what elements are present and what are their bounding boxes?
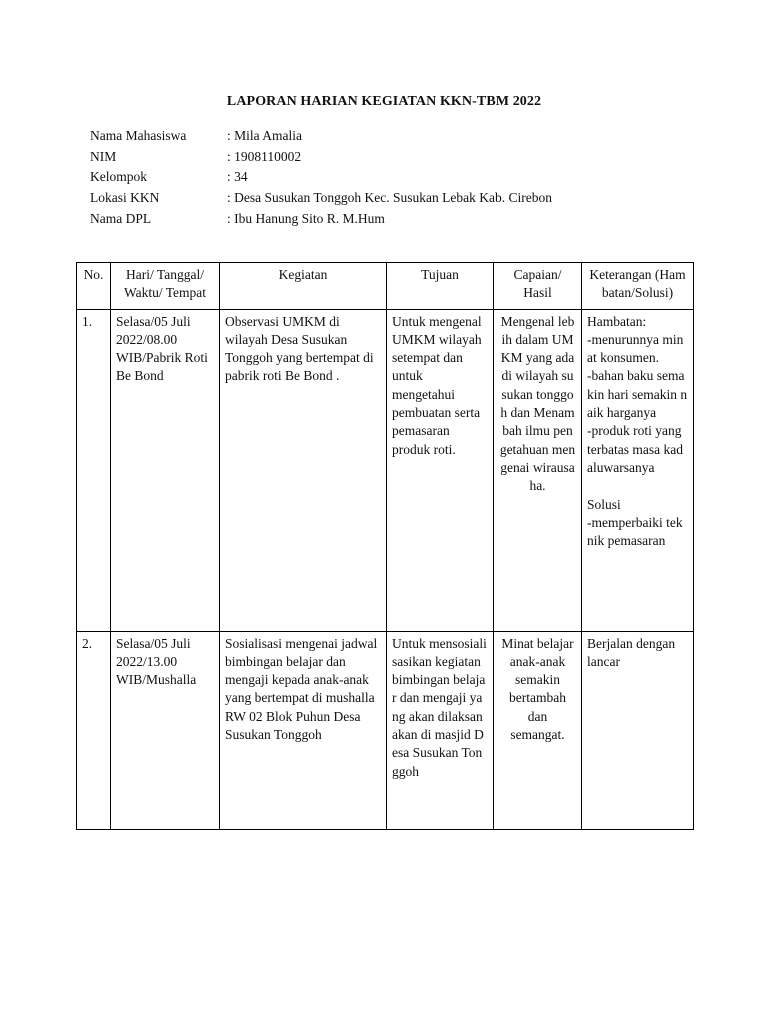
cell-tujuan: Untuk mengenal UMKM wilayah setempat dan untuk mengetahui pembuatan serta pemasaran produk roti.	[387, 309, 494, 631]
spacer	[587, 477, 688, 495]
cell-no: 1.	[77, 309, 111, 631]
info-label: Kelompok	[90, 169, 147, 185]
column-header-tujuan: Tujuan	[387, 263, 494, 310]
student-info	[90, 126, 552, 229]
info-label: NIM	[90, 148, 117, 164]
column-header-kegiatan: Kegiatan	[220, 263, 387, 310]
info-label: Lokasi KKN	[90, 190, 160, 206]
table-row	[77, 309, 694, 631]
info-row-lokasi	[90, 188, 552, 209]
info-value: : 1908110002	[227, 148, 302, 164]
info-value: : 34	[227, 169, 248, 185]
info-label: Nama Mahasiswa	[90, 128, 187, 143]
cell-capaian: Mengenal lebih dalam UMKM yang ada di wilayah susukan tonggoh dan Menambah ilmu pengetahuan mengenai wirausaha.	[494, 309, 582, 631]
info-row-nim	[90, 147, 552, 168]
info-label: Nama DPL	[90, 210, 152, 226]
info-value: : Mila Amalia	[227, 128, 302, 143]
cell-kegiatan: Observasi UMKM di wilayah Desa Susukan Tonggoh yang bertempat di pabrik roti Be Bond .	[220, 309, 387, 631]
hambatan-heading: Hambatan:	[587, 313, 647, 329]
cell-kegiatan: Sosialisasi mengenai jadwal bimbingan belajar dan mengaji kepada anak-anak yang bertempat di mushalla RW 02 Blok Puhun Desa Susukan Tonggoh	[220, 631, 387, 829]
table-row	[77, 631, 694, 829]
hambatan-item: -menurunnya minat konsumen.	[587, 331, 684, 366]
table-header-row	[77, 263, 694, 310]
info-value: : Desa Susukan Tonggoh Kec. Susukan Lebak Kab. Cirebon	[227, 190, 553, 206]
info-row-kelompok	[90, 167, 552, 188]
cell-no: 2.	[77, 631, 111, 829]
hambatan-item: -produk roti yang terbatas masa kadaluwarsanya	[587, 423, 683, 475]
column-header-keterangan: Keterangan (Hambatan/Solusi)	[582, 263, 694, 310]
info-row-dpl	[90, 209, 552, 230]
info-value: : Ibu Hanung Sito R. M.Hum	[227, 210, 385, 226]
activity-table	[76, 262, 694, 830]
solusi-heading: Solusi	[587, 496, 621, 512]
info-row-nama	[90, 126, 552, 147]
column-header-hari: Hari/ Tanggal/ Waktu/ Tempat	[111, 263, 220, 310]
cell-hari: Selasa/05 Juli 2022/13.00 WIB/Mushalla	[111, 631, 220, 829]
column-header-capaian: Capaian/ Hasil	[494, 263, 582, 310]
hambatan-item: -bahan baku semakin hari semakin naik harganya	[587, 368, 688, 421]
cell-capaian: Minat belajar anak-anak semakin bertambah dan semangat.	[494, 631, 582, 829]
column-header-no: No.	[77, 263, 111, 310]
document-title: LAPORAN HARIAN KEGIATAN KKN-TBM 2022	[226, 94, 542, 109]
cell-tujuan: Untuk mensosialisasikan kegiatan bimbingan belajar dan mengaji yang akan dilaksanakan di masjid Desa Susukan Tonggoh	[387, 631, 494, 829]
cell-hari: Selasa/05 Juli 2022/08.00 WIB/Pabrik Roti Be Bond	[111, 309, 220, 631]
solusi-item: -memperbaiki teknik pemasaran	[587, 514, 683, 549]
cell-keterangan: Berjalan dengan lancar	[582, 631, 694, 829]
cell-keterangan	[582, 309, 694, 631]
